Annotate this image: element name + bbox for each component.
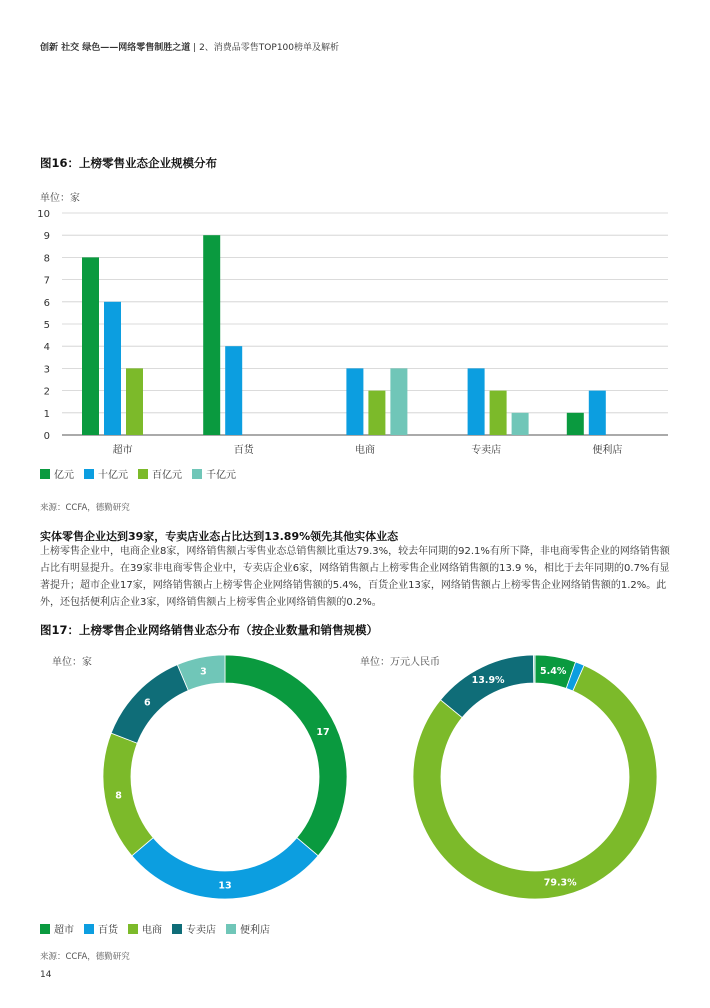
legend-item: [138, 466, 182, 481]
legend-item: [40, 466, 74, 481]
header-title: 创新 社交 绿色——网络零售制胜之道: [40, 43, 191, 53]
donut-chart-count: [100, 652, 350, 902]
legend-item: [84, 921, 118, 936]
slice-label: 13.9%: [471, 675, 505, 687]
slice-label: 6: [144, 697, 151, 709]
bar-chart: [0, 200, 710, 460]
bar: [468, 368, 485, 435]
section-title: 实体零售企业达到39家，专卖店业态占比达到13.89%领先其他实体业态: [40, 530, 399, 543]
bar: [203, 235, 220, 435]
header-section: 2、消费品零售TOP100榜单及解析: [199, 43, 339, 53]
y-tick-label: 9: [43, 231, 50, 243]
running-header: [40, 40, 339, 53]
bar: [104, 302, 121, 435]
fig16-title: 图16：上榜零售业态企业规模分布: [40, 156, 218, 170]
section-body: 上榜零售企业中，电商企业8家，网络销售额占零售业态总销售额比重达79.3%，较去年同期的92.1%有所下降，非电商零售企业的网络销售额占比有明显提升。在39家非电商零售企业中，专卖店企业6家，网络销售额占上榜零售企业网络销售额的13.9 %，相比于去年同期的0.7%有显著提升；超市企业17家，网络销售额占上榜零售企业网络销售额的5.4%，百货企业13家，网络销售额占上榜零售企业网络销售额的1.2%。此外，还包括便利店企业3家，网络销售额占上榜零售企业网络销售额的0.2%。: [40, 546, 670, 608]
bar: [512, 413, 529, 435]
bar: [82, 257, 99, 435]
fig17-unit-left: 单位：家: [52, 657, 92, 668]
legend-item: [172, 921, 216, 936]
legend-swatch: [84, 924, 94, 934]
y-tick-label: 10: [37, 209, 50, 220]
legend-label: 超市: [54, 925, 74, 936]
legend-swatch: [172, 924, 182, 934]
donut-chart-sales: [410, 652, 660, 902]
legend-swatch: [84, 469, 94, 479]
legend-label: 便利店: [240, 925, 270, 936]
bar: [126, 368, 143, 435]
legend-item: [40, 921, 74, 936]
slice-label: 13: [218, 880, 232, 892]
bar-legend: [40, 466, 246, 481]
y-tick-label: 2: [43, 386, 50, 398]
donut-slice: [103, 733, 153, 856]
legend-swatch: [40, 469, 50, 479]
fig17-source: 来源：CCFA，德勤研究: [40, 952, 130, 962]
slice-label: 79.3%: [543, 877, 577, 889]
legend-label: 千亿元: [206, 470, 236, 481]
bar: [368, 391, 385, 435]
slice-label: 3: [200, 666, 207, 678]
y-tick-label: 4: [43, 342, 50, 354]
legend-label: 专卖店: [186, 925, 216, 936]
y-tick-label: 3: [43, 364, 50, 376]
legend-item: [128, 921, 162, 936]
y-tick-label: 7: [43, 275, 50, 287]
x-tick-label: 电商: [355, 445, 375, 456]
x-tick-label: 超市: [112, 445, 133, 456]
legend-label: 百亿元: [152, 470, 182, 481]
x-tick-label: 专卖店: [471, 445, 502, 456]
legend-label: 电商: [142, 925, 162, 936]
y-tick-label: 1: [43, 408, 50, 420]
bar: [346, 368, 363, 435]
bar: [390, 368, 407, 435]
pie-legend: [40, 921, 280, 936]
legend-item: [226, 921, 270, 936]
legend-label: 十亿元: [98, 470, 128, 481]
legend-label: 百货: [98, 925, 118, 936]
y-tick-label: 0: [43, 431, 50, 442]
slice-label: 8: [115, 790, 122, 802]
legend-item: [84, 466, 128, 481]
legend-label: 亿元: [54, 470, 74, 481]
legend-swatch: [40, 924, 50, 934]
y-tick-label: 8: [43, 253, 50, 265]
donut-slice: [441, 655, 534, 718]
bar: [589, 391, 606, 435]
slice-label: 5.4%: [540, 666, 567, 678]
header-separator: |: [193, 43, 197, 53]
fig17-title: 图17：上榜零售企业网络销售业态分布（按企业数量和销售规模）: [40, 623, 378, 637]
donut-slice: [533, 655, 535, 683]
bar: [567, 413, 584, 435]
legend-swatch: [138, 469, 148, 479]
slice-label: 17: [316, 727, 330, 739]
fig16-source: 来源：CCFA，德勤研究: [40, 503, 130, 513]
page-number: 14: [40, 970, 52, 980]
x-tick-label: 便利店: [592, 445, 623, 456]
legend-swatch: [128, 924, 138, 934]
fig16-unit: 单位：家: [40, 193, 80, 204]
x-tick-label: 百货: [233, 445, 254, 456]
donut-slice: [225, 655, 347, 856]
legend-item: [192, 466, 236, 481]
fig17-unit-right: 单位：万元人民币: [360, 657, 440, 668]
bar: [225, 346, 242, 435]
y-tick-label: 5: [43, 320, 50, 331]
legend-swatch: [226, 924, 236, 934]
legend-swatch: [192, 469, 202, 479]
bar: [490, 391, 507, 435]
y-tick-label: 6: [43, 297, 50, 309]
